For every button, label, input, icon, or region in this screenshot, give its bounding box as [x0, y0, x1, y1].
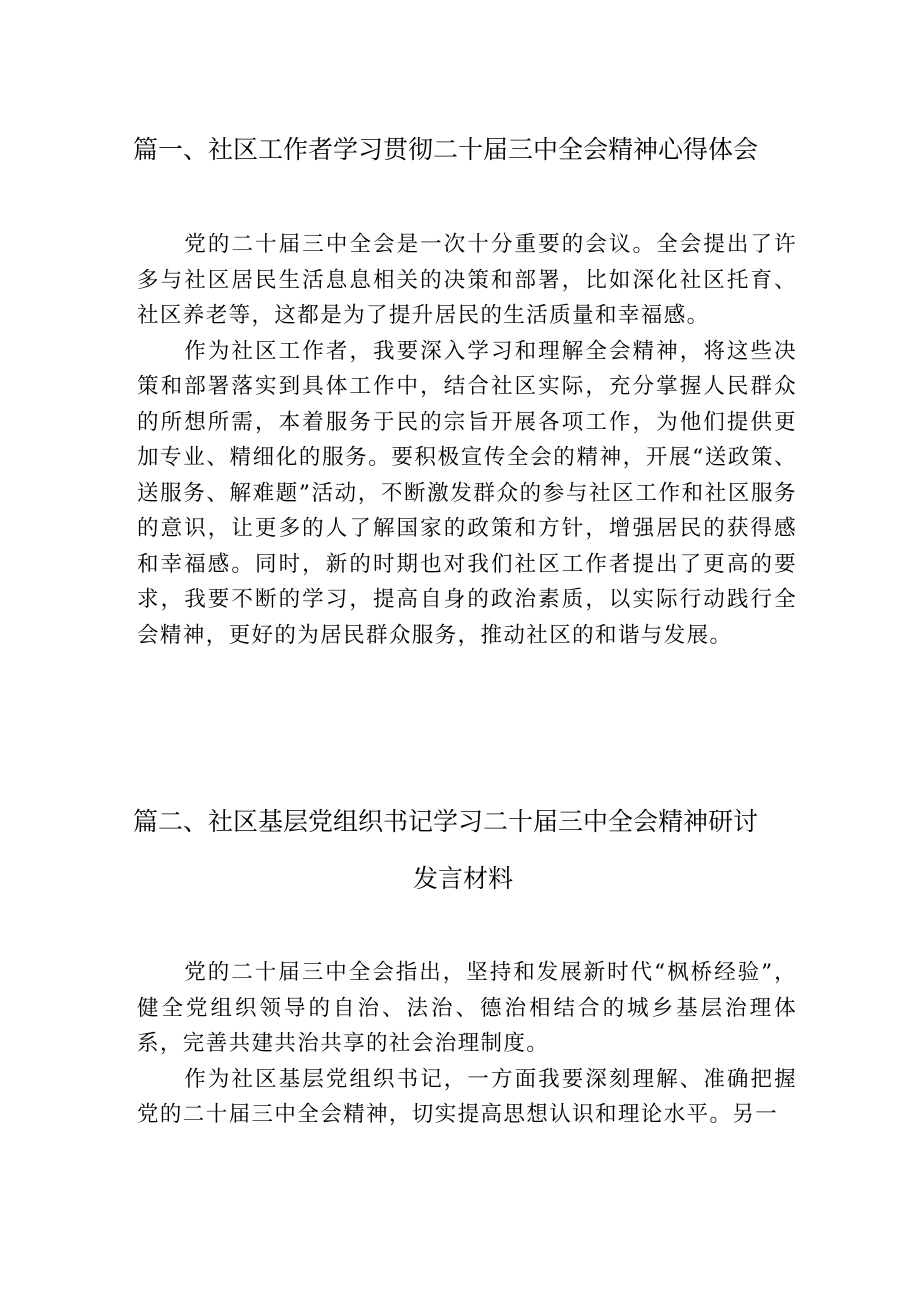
section-1-title: 篇一、社区工作者学习贯彻二十届三中全会精神心得体会	[133, 135, 759, 164]
section-2-paragraph-2: 作为社区基层党组织书记，一方面我要深刻理解、准确把握党的二十届三中全会精神，切实提高思想认识和理论水平。另一	[137, 1066, 797, 1127]
section-2-title-line-2: 发言材料	[412, 864, 513, 893]
section-1-paragraph-1: 党的二十届三中全会是一次十分重要的会议。全会提出了许多与社区居民生活息息相关的决策和部署，比如深化社区托育、社区养老等，这都是为了提升居民的生活质量和幸福感。	[137, 232, 797, 328]
section-1-body	[137, 227, 797, 653]
section-2-body	[137, 955, 797, 1133]
section-2-paragraph-1: 党的二十届三中全会指出，坚持和发展新时代“枫桥经验”，健全党组织领导的自治、法治、德治相结合的城乡基层治理体系，完善共建共治共享的社会治理制度。	[137, 960, 797, 1056]
section-1-paragraph-2: 作为社区工作者，我要深入学习和理解全会精神，将这些决策和部署落实到具体工作中，结合社区实际，充分掌握人民群众的所想所需，本着服务于民的宗旨开展各项工作，为他们提供更加专业、精细化的服务。要积极宣传全会的精神，开展“送政策、送服务、解难题”活动，不断激发群众的参与社区工作和社区服务的意识，让更多的人了解国家的政策和方针，增强居民的获得感和幸福感。同时，新的时期也对我们社区工作者提出了更高的要求，我要不断的学习，提高自身的政治素质，以实际行动践行全会精神，更好的为居民群众服务，推动社区的和谐与发展。	[137, 338, 797, 648]
section-2-title-line-1: 篇二、社区基层党组织书记学习二十届三中全会精神研讨	[133, 807, 759, 836]
